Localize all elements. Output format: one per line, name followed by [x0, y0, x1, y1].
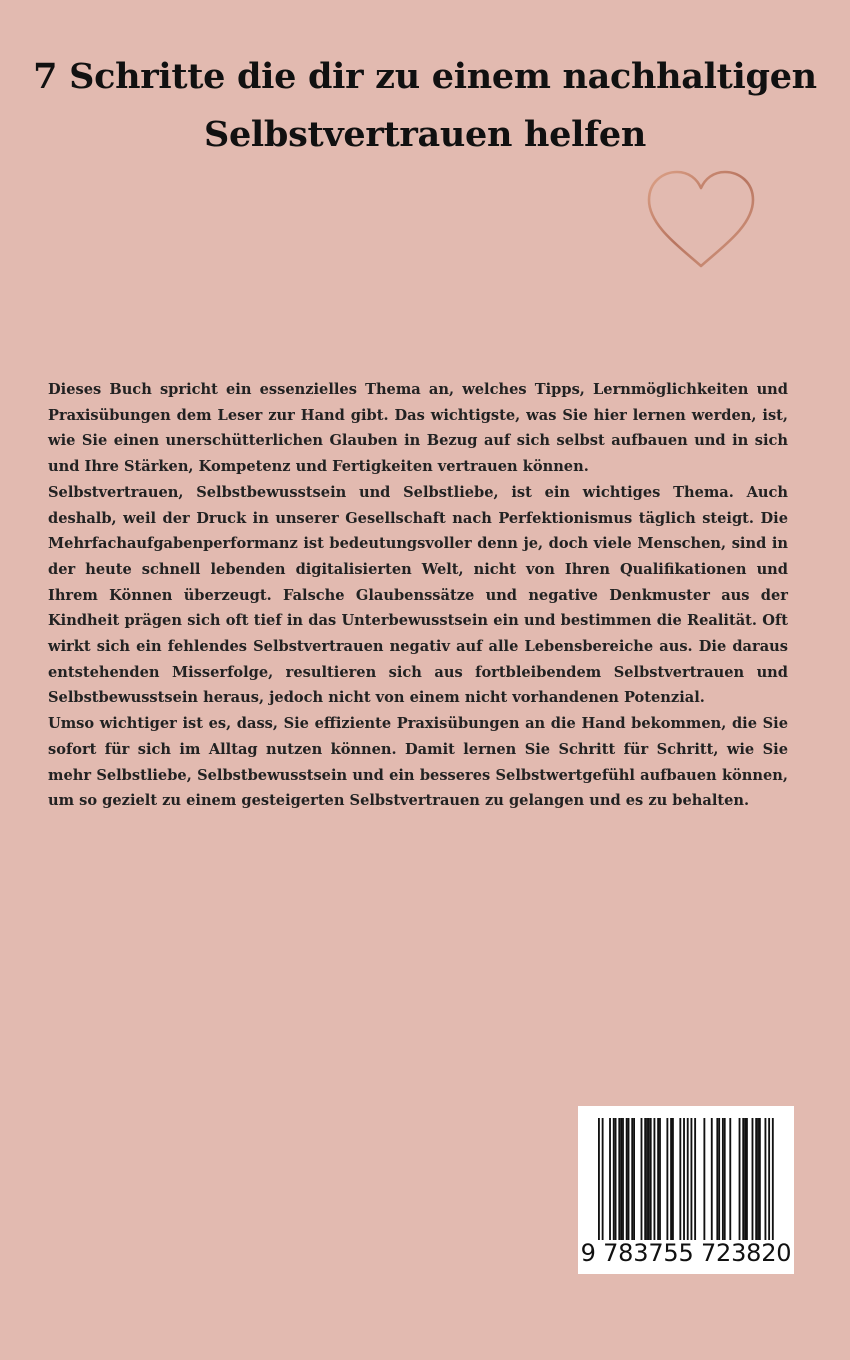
barcode-bar — [752, 1118, 754, 1240]
barcode-bar — [679, 1118, 681, 1240]
barcode-bar — [633, 1118, 635, 1240]
barcode-bar — [739, 1118, 741, 1240]
barcode-bar — [641, 1118, 643, 1240]
barcode-bar — [757, 1118, 759, 1240]
barcode-bar — [626, 1118, 628, 1240]
barcode-bar — [615, 1118, 617, 1240]
barcode-bar — [724, 1118, 726, 1240]
barcode-bar — [746, 1118, 748, 1240]
barcode-bar — [683, 1118, 685, 1240]
barcode-bar — [694, 1118, 696, 1240]
barcode-bar — [722, 1118, 724, 1240]
barcode-bar — [670, 1118, 672, 1240]
barcode-bar — [598, 1118, 600, 1240]
barcode-bar — [687, 1118, 689, 1240]
barcode-bar — [613, 1118, 615, 1240]
barcode-bar — [654, 1118, 656, 1240]
barcode-bar — [672, 1118, 674, 1240]
book-title-line-1: 7 Schritte die dir zu einem nachhaltigen — [33, 56, 817, 97]
blurb-paragraph: Dieses Buch spricht ein essenzielles Thema an, welches Tipps, Lernmöglichkeiten und Praxisübungen dem Leser zur Hand gibt. Das wichtigste, was Sie hier lernen werden, ist, wie Sie einen unerschütterlichen Glauben in Bezug auf sich selbst aufbauen und in sich und Ihre Stärken, Kompetenz und Fertigkeiten vertrauen können. — [48, 381, 788, 476]
barcode-bar — [744, 1118, 746, 1240]
barcode-bar — [742, 1118, 744, 1240]
blurb-paragraph: Selbstvertrauen, Selbstbewusstsein und Selbstliebe, ist ein wichtiges Thema. Auch deshalb, weil der Druck in unserer Gesellschaft nach Perfektionismus täglich steigt. Die Mehrfachaufgabenperformanz ist bedeutungsvoller denn je, doch viele Menschen, sind in der heute schnell lebenden digitalisierten Welt, nicht von Ihren Qualifikationen und Ihrem Können überzeugt. Falsche Glaubenssätze und negative Denkmuster aus der Kindheit prägen sich oft tief in das Unterbewusstsein ein und bestimmen die Realität. Oft wirkt sich ein fehlendes Selbstvertrauen negativ auf alle Lebensbereiche aus. Die daraus entstehenden Misserfolge, resultieren sich aus fortbleibendem Selbstvertrauen und Selbstbewusstsein heraus, jedoch nicht von einem nicht vorhandenen Potenzial. — [48, 483, 788, 707]
barcode-bar — [609, 1118, 611, 1240]
barcode-bar — [772, 1118, 774, 1240]
book-title — [20, 48, 830, 164]
barcode-bar — [602, 1118, 604, 1240]
barcode-bar — [765, 1118, 767, 1240]
barcode-bar — [620, 1118, 622, 1240]
barcode-bar — [691, 1118, 693, 1240]
heart-icon — [641, 166, 761, 270]
barcode-bar — [666, 1118, 668, 1240]
barcode-bar — [703, 1118, 705, 1240]
barcode-bar — [618, 1118, 620, 1240]
barcode-bar — [644, 1118, 646, 1240]
barcode-bar — [631, 1118, 633, 1240]
barcode-bar — [622, 1118, 624, 1240]
barcode-bar — [659, 1118, 661, 1240]
back-cover-blurb — [48, 377, 788, 814]
blurb-paragraph: Umso wichtiger ist es, dass, Sie effiziente Praxisübungen an die Hand bekommen, die Sie sofort für sich im Alltag nutzen können. Damit lernen Sie Schritt für Schritt, wie Sie mehr Selbstliebe, Selbstbewusstsein und ein besseres Selbstwertgefühl aufbauen können, um so gezielt zu einem gesteigerten Selbstvertrauen zu gelangen und es zu behalten. — [48, 715, 788, 810]
barcode-bar — [768, 1118, 770, 1240]
barcode-bar — [650, 1118, 652, 1240]
barcode-bar — [759, 1118, 761, 1240]
barcode-icon — [578, 1106, 794, 1240]
isbn-barcode — [578, 1106, 794, 1274]
barcode-bar — [657, 1118, 659, 1240]
barcode-bar — [716, 1118, 718, 1240]
isbn-number: 9 783755 723820 — [580, 1239, 792, 1267]
barcode-bar — [711, 1118, 713, 1240]
book-title-line-2: Selbstvertrauen helfen — [203, 114, 647, 155]
barcode-bar — [718, 1118, 720, 1240]
barcode-bar — [628, 1118, 630, 1240]
barcode-bar — [755, 1118, 757, 1240]
barcode-bar — [729, 1118, 731, 1240]
barcode-bar — [646, 1118, 648, 1240]
barcode-bar — [648, 1118, 650, 1240]
